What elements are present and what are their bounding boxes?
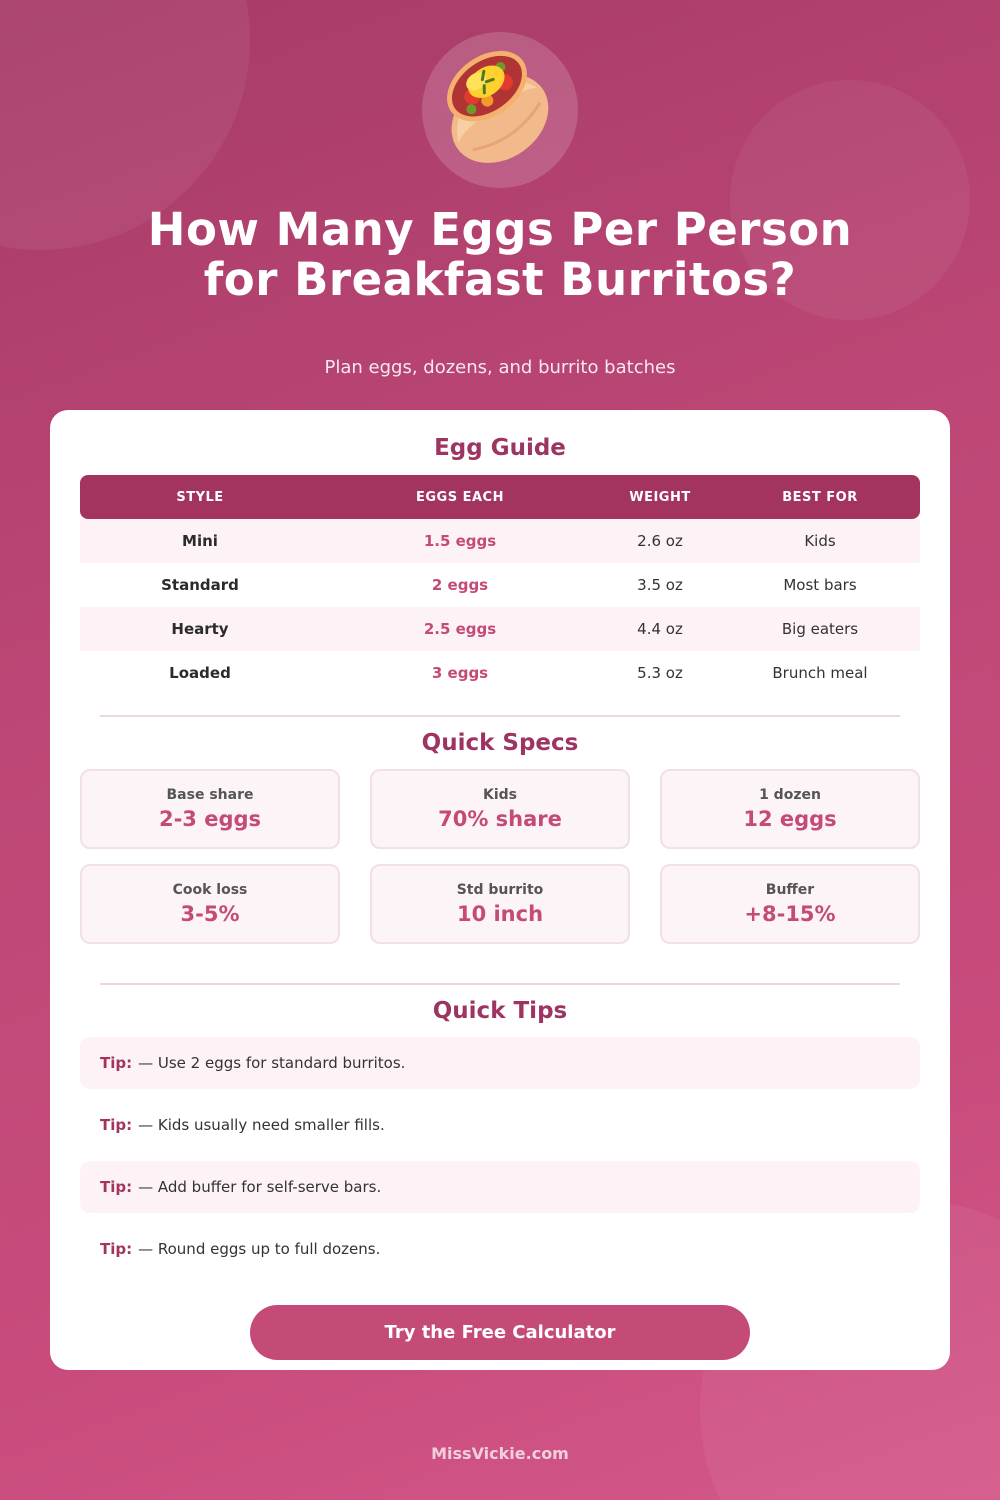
section-divider bbox=[100, 983, 900, 985]
content-card bbox=[50, 410, 950, 1370]
tip-key: Tip: bbox=[100, 1178, 133, 1196]
cell-best-for: Big eaters bbox=[781, 620, 859, 638]
column-header-eggs: EGGS EACH bbox=[416, 489, 504, 505]
cell-eggs: 2.5 eggs bbox=[423, 620, 497, 638]
egg-guide-title: Egg Guide bbox=[434, 435, 566, 461]
title-line-1: How Many Eggs Per Person bbox=[147, 203, 853, 256]
tip-text: — Round eggs up to full dozens. bbox=[138, 1240, 381, 1258]
try-calculator-button[interactable]: Try the Free Calculator bbox=[250, 1305, 750, 1360]
cell-eggs: 1.5 eggs bbox=[423, 532, 497, 550]
table-row bbox=[80, 607, 920, 651]
spec-value: 3-5% bbox=[180, 902, 240, 926]
spec-label: Std burrito bbox=[456, 882, 544, 898]
tip-text: — Use 2 eggs for standard burritos. bbox=[138, 1054, 406, 1072]
cell-eggs: 3 eggs bbox=[431, 664, 489, 682]
cell-weight: 2.6 oz bbox=[637, 532, 683, 550]
cell-weight: 4.4 oz bbox=[637, 620, 683, 638]
spec-label: Kids bbox=[482, 787, 517, 803]
table-header bbox=[80, 475, 920, 519]
spec-card bbox=[660, 864, 920, 944]
table-row bbox=[80, 563, 920, 607]
spec-label: 1 dozen bbox=[759, 787, 821, 803]
spec-card bbox=[370, 769, 630, 849]
title-line-2: for Breakfast Burritos? bbox=[203, 253, 797, 306]
hero-icon-badge bbox=[422, 32, 578, 188]
spec-card bbox=[660, 769, 920, 849]
page-subtitle: Plan eggs, dozens, and burrito batches bbox=[324, 357, 676, 378]
cell-weight: 3.5 oz bbox=[637, 576, 683, 594]
section-divider bbox=[100, 715, 900, 717]
tip-text: — Kids usually need smaller fills. bbox=[138, 1116, 385, 1134]
spec-card bbox=[80, 864, 340, 944]
spec-value: 2-3 eggs bbox=[158, 807, 262, 831]
cell-style: Hearty bbox=[171, 620, 229, 638]
quick-tips-list bbox=[80, 1037, 920, 1285]
burrito-icon bbox=[425, 35, 575, 185]
egg-guide-table bbox=[80, 475, 920, 695]
cell-style: Loaded bbox=[169, 664, 231, 682]
cell-best-for: Kids bbox=[804, 532, 836, 550]
footer-brand[interactable]: MissVickie.com bbox=[431, 1444, 569, 1463]
cell-best-for: Most bars bbox=[783, 576, 857, 594]
spec-card bbox=[370, 864, 630, 944]
page-title bbox=[0, 205, 1000, 305]
cell-style: Standard bbox=[161, 576, 239, 594]
column-header-weight: WEIGHT bbox=[629, 489, 691, 505]
tip-item bbox=[80, 1161, 920, 1213]
quick-specs-grid bbox=[80, 769, 920, 944]
spec-value: 12 eggs bbox=[743, 807, 837, 831]
spec-label: Buffer bbox=[765, 882, 815, 898]
cell-style: Mini bbox=[182, 532, 218, 550]
column-header-best-for: BEST FOR bbox=[782, 489, 858, 505]
spec-value: 10 inch bbox=[456, 902, 544, 926]
tip-text: — Add buffer for self-serve bars. bbox=[138, 1178, 382, 1196]
tip-key: Tip: bbox=[100, 1054, 133, 1072]
column-header-style: STYLE bbox=[176, 489, 224, 505]
spec-card bbox=[80, 769, 340, 849]
tip-key: Tip: bbox=[100, 1240, 133, 1258]
spec-value: 70% share bbox=[438, 807, 562, 831]
cell-eggs: 2 eggs bbox=[431, 576, 489, 594]
spec-label: Base share bbox=[166, 787, 254, 803]
table-row bbox=[80, 519, 920, 563]
cell-best-for: Brunch meal bbox=[772, 664, 868, 682]
tip-item bbox=[80, 1223, 920, 1275]
quick-tips-title: Quick Tips bbox=[432, 998, 568, 1024]
spec-value: +8-15% bbox=[744, 902, 836, 926]
tip-item bbox=[80, 1099, 920, 1151]
tip-key: Tip: bbox=[100, 1116, 133, 1134]
spec-label: Cook loss bbox=[172, 882, 248, 898]
cell-weight: 5.3 oz bbox=[637, 664, 683, 682]
tip-item bbox=[80, 1037, 920, 1089]
table-row bbox=[80, 651, 920, 695]
quick-specs-title: Quick Specs bbox=[421, 730, 579, 756]
